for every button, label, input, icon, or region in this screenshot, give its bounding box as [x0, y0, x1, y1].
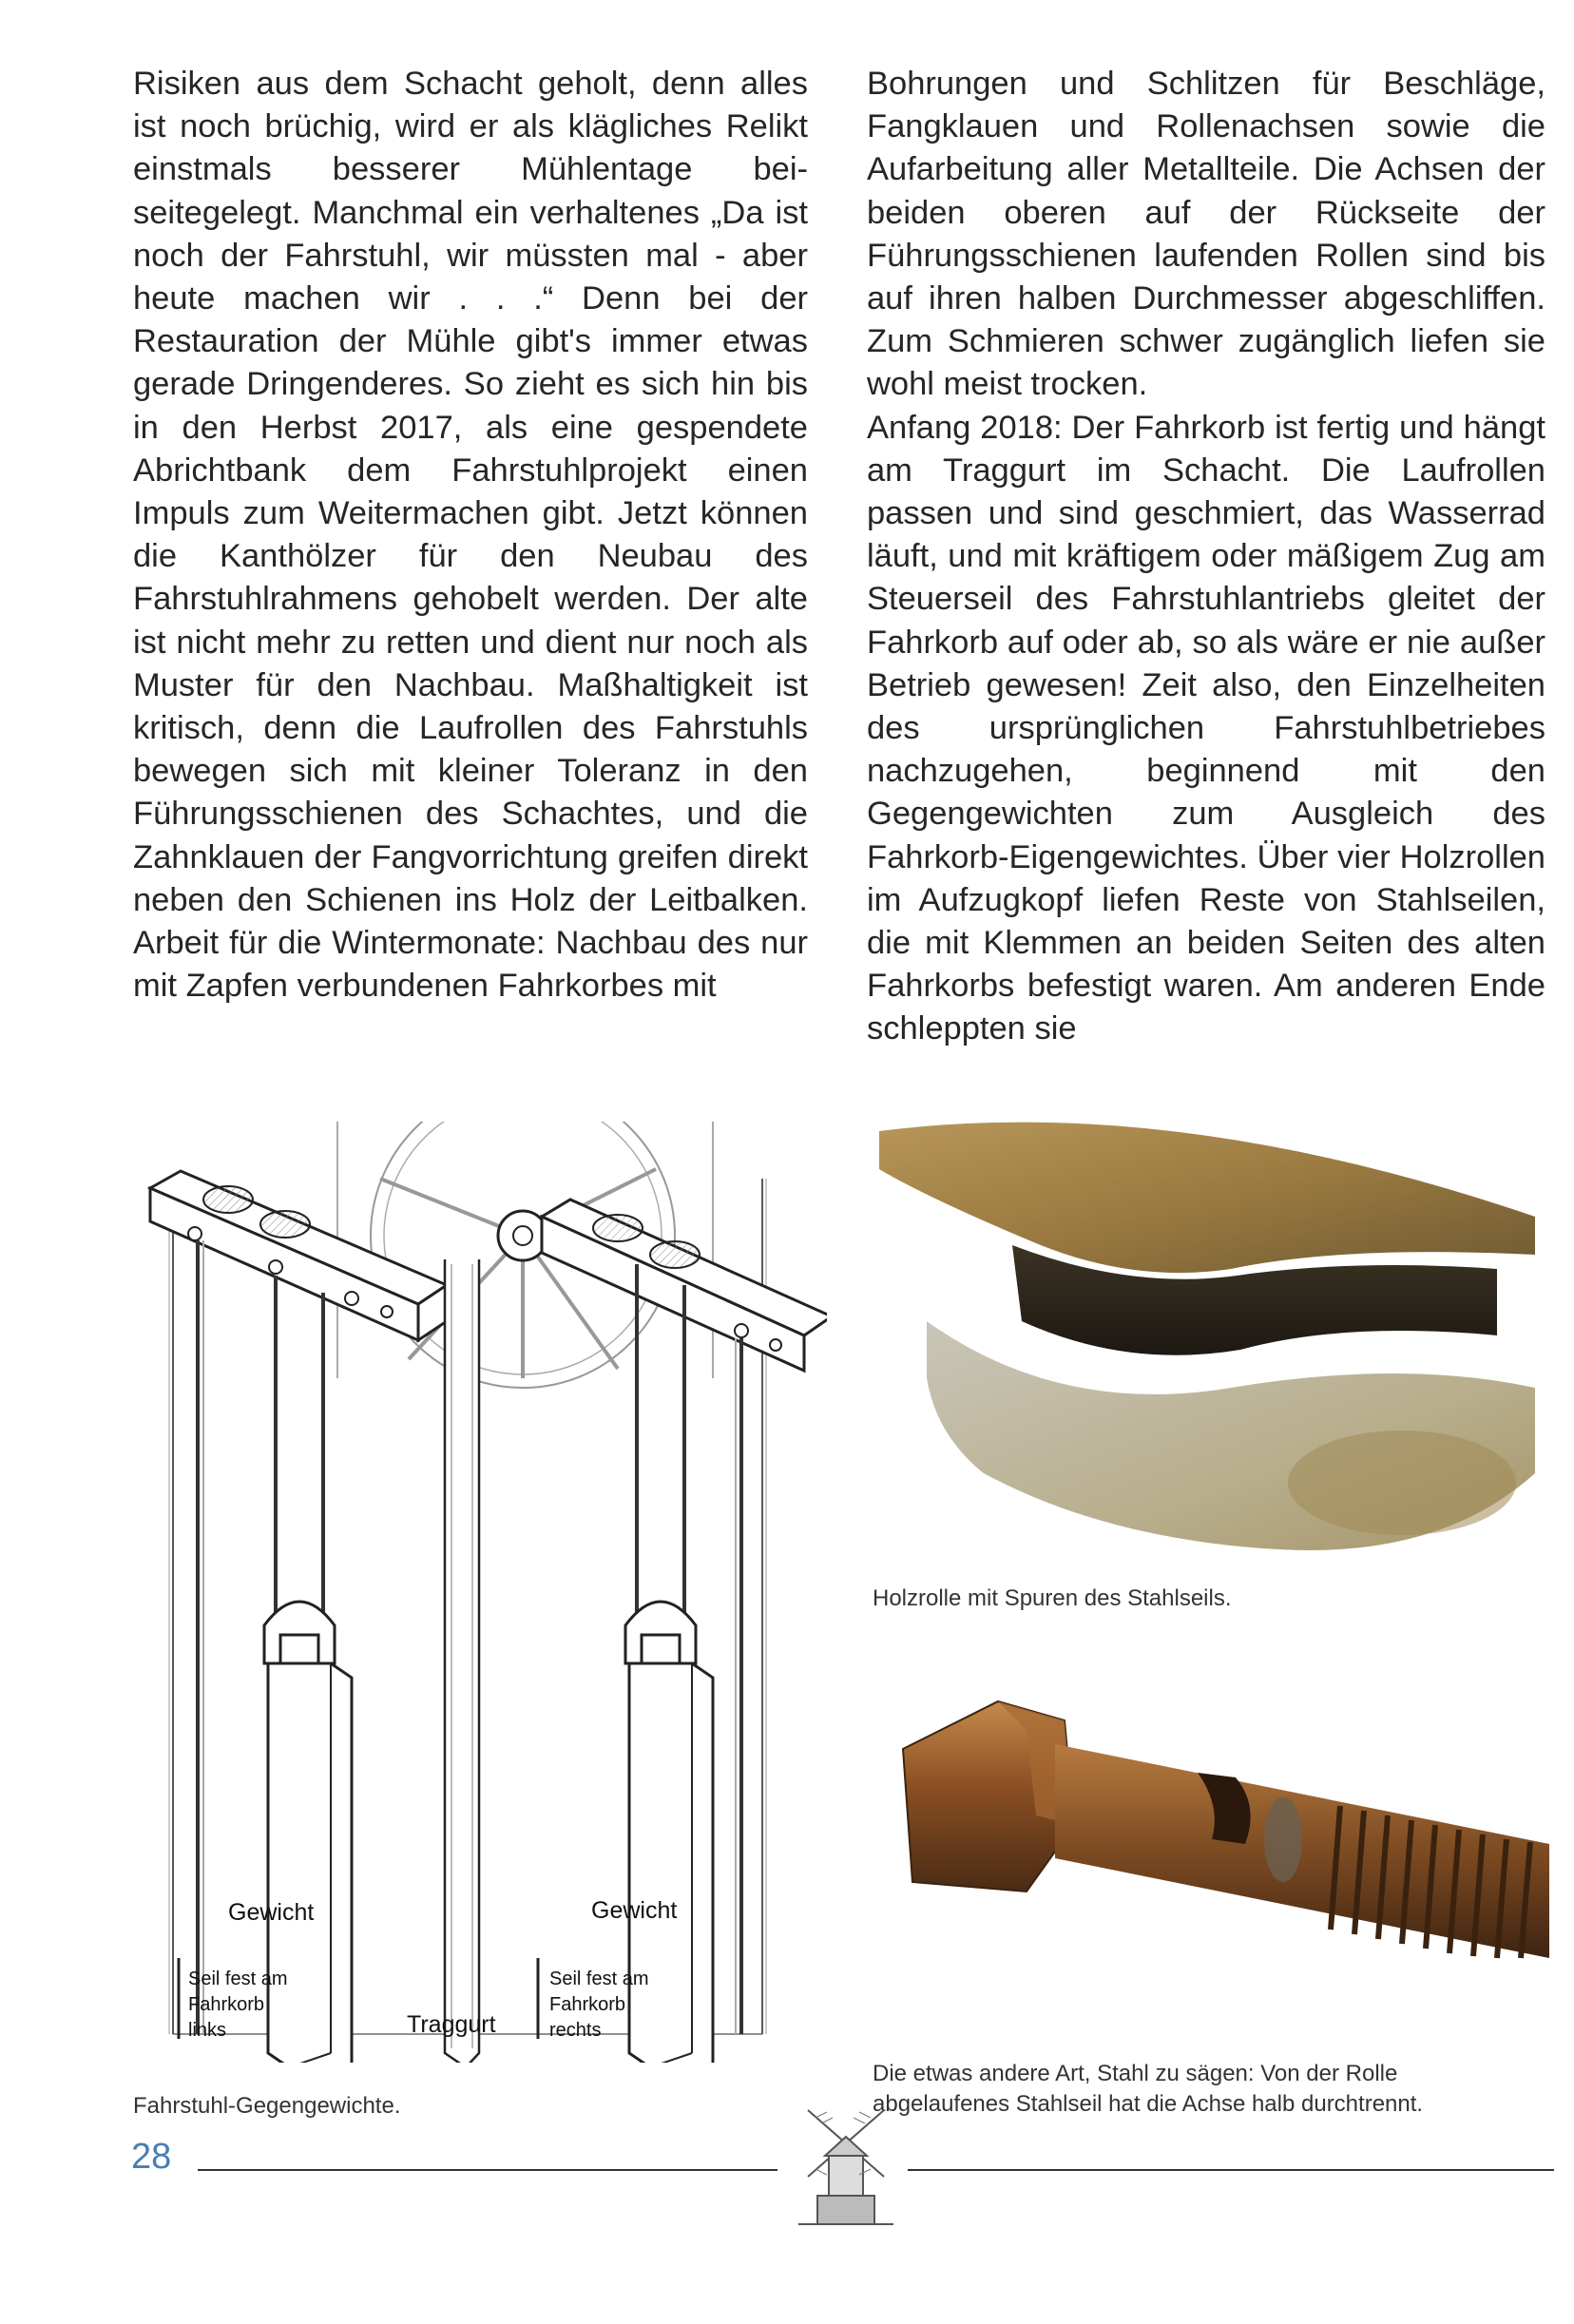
page-number: 28: [131, 2137, 172, 2177]
label-rope-right-2: Fahrkorb: [549, 1994, 626, 2015]
body-paragraph: Anfang 2018: Der Fahrkorb ist fertig und hängt am Traggurt im Schacht. Die Laufrollen passen und sind geschmiert, das Wasserrad läuft, und mit kräftigem oder mäßigem Zug am Steuerseil des Fahrstuhlantriebs gleitet der Fahrkorb auf oder ab, so als wäre er nie außer Betrieb gewesen! Zeit also, den Einzelheiten des ursprünglichen Fahrstuhlbetriebes nachzugehen, beginnend mit den Gegengewichten zum Ausgleich des Fahrkorb-Eigengewichtes. Über vier Holzrollen im Aufzugkopf liefen Reste von Stahlseilen, die mit Klemmen an beiden Seiten des alten Fahrkorbs befestigt waren. Am anderen Ende schleppten sie: [867, 409, 1545, 1047]
label-rope-right-1: Seil fest am: [549, 1969, 649, 1989]
footer-rule-left: [198, 2169, 777, 2171]
footer-rule-right: [908, 2169, 1554, 2171]
windmill-logo: [789, 2101, 903, 2243]
label-rope-right-3: rechts: [549, 2020, 602, 2041]
label-belt: Traggurt: [407, 2011, 496, 2038]
left-crossbeam: [150, 1171, 447, 1340]
label-rope-left-2: Fahrkorb: [188, 1994, 265, 2015]
bolt-caption-line-1: Die etwas andere Art, Stahl zu sägen: Von der Rolle: [873, 2061, 1398, 2086]
text-column-right: [867, 63, 1545, 1051]
label-weight-right: Gewicht: [591, 1897, 678, 1924]
rusty-bolt-photo: [884, 1673, 1549, 2034]
text-column-left: [133, 63, 808, 1008]
pulley-caption: Holzrolle mit Spuren des Stahlseils.: [873, 1585, 1232, 1611]
diagram-caption: Fahrstuhl-Gegengewichte.: [133, 2093, 401, 2119]
wooden-pulley-photo: [870, 1103, 1554, 1578]
body-paragraph: Bohrungen und Schlitzen für Beschläge, Fangklauen und Rollenachsen sowie die Aufarbeitung aller Metallteile. Die Achsen der beiden oberen auf der Rückseite der Führungsschienen laufenden Rollen sind bis auf ihren halben Durchmesser abgeschliffen. Zum Schmieren schwer zugänglich liefen sie wohl meist trocken.: [867, 66, 1545, 403]
label-weight-left: Gewicht: [228, 1899, 315, 1926]
counterweight-diagram: [124, 1122, 827, 2063]
bolt-caption-line-2: abgelaufenes Stahlseil hat die Achse halb durchtrennt.: [873, 2091, 1424, 2117]
label-rope-left-1: Seil fest am: [188, 1969, 288, 1989]
right-counterweight: [625, 1602, 713, 2063]
body-paragraph: Risiken aus dem Schacht geholt, denn alles ist noch brüchig, wird er als klägliches Relikt einstmals besserer Mühlentage beiseitegelegt. Manchmal ein verhaltenes „Da ist noch der Fahrstuhl, wir müssten mal - aber heute machen wir . . .“ Denn bei der Restauration der Mühle gibt's immer etwas gerade Dringenderes. So zieht es sich hin bis in den Herbst 2017, als eine gespendete Abrichtbank dem Fahrstuhlprojekt einen Impuls zum Weitermachen gibt. Jetzt können die Kanthölzer für den Neubau des Fahrstuhlrahmens gehobelt werden. Der alte ist nicht mehr zu retten und dient nur noch als Muster für den Nachbau. Maßhaltigkeit ist kritisch, denn die Laufrollen des Fahrstuhls bewegen sich mit kleiner Toleranz in den Führungsschienen des Schachtes, und die Zahnklauen der Fangvorrichtung greifen direkt neben den Schienen ins Holz der Leitbalken. Arbeit für die Wintermonate: Nachbau des nur mit Zapfen verbundenen Fahrkorbes mit: [133, 66, 808, 1005]
label-rope-left-3: links: [188, 2020, 227, 2041]
left-counterweight: [264, 1602, 352, 2063]
